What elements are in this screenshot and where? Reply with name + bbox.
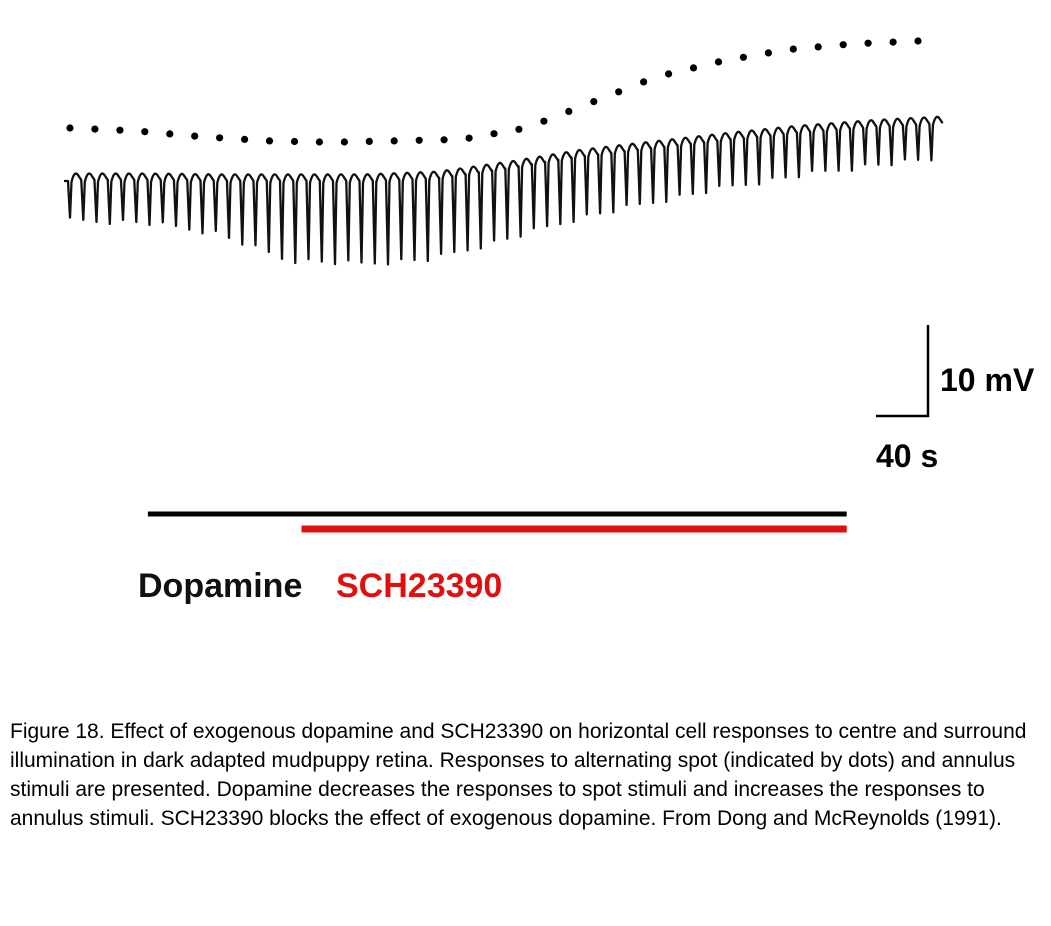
spot-dot (790, 46, 797, 53)
dopamine-label: Dopamine (138, 567, 303, 605)
spot-dot (241, 136, 248, 143)
spot-dot (765, 49, 772, 56)
spot-dot (615, 88, 622, 95)
spot-dot (291, 138, 298, 145)
scale-bar-time-label: 40 s (876, 438, 939, 474)
spot-dot (640, 78, 647, 85)
spot-dot (266, 137, 273, 144)
spot-dot (540, 118, 547, 125)
spot-dot (141, 128, 148, 135)
spot-dot (391, 137, 398, 144)
spot-dot (116, 127, 123, 134)
spot-dot (590, 98, 597, 105)
spot-dot (166, 130, 173, 137)
spot-dot (565, 108, 572, 115)
spot-dot (490, 130, 497, 137)
figure-caption: Figure 18. Effect of exogenous dopamine and SCH23390 on horizontal cell responses to centre and surround illumination in dark adapted mudpuppy retina. Responses to alternating spot (indicated by dots) and annulus stimuli are presented. Dopamine decreases the responses to spot stimuli and increases the responses to annulus stimuli. SCH23390 blocks the effect of exogenous dopamine. From Dong and McReynolds (1991). (10, 720, 1027, 830)
spot-dot (91, 126, 98, 133)
spot-dot (865, 40, 872, 47)
spot-dot (715, 58, 722, 65)
spot-dot (441, 136, 448, 143)
spot-dot (366, 138, 373, 145)
spot-dot (515, 126, 522, 133)
spot-dot (316, 138, 323, 145)
spot-dot (914, 37, 921, 44)
spot-dot (665, 70, 672, 77)
drug-application-bars (138, 514, 847, 605)
spot-dot (416, 137, 423, 144)
spot-dot (466, 135, 473, 142)
spot-dot (191, 133, 198, 140)
spot-dot (216, 134, 223, 141)
spot-dot (815, 43, 822, 50)
sch23390-label: SCH23390 (336, 567, 503, 605)
spot-dot (740, 54, 747, 61)
spot-dot (690, 64, 697, 71)
spot-dot (66, 124, 73, 131)
spot-dot (890, 39, 897, 46)
scale-bar-voltage-label: 10 mV (940, 362, 1035, 398)
spot-dot (341, 138, 348, 145)
scale-bar (876, 325, 1035, 474)
spot-dot (840, 41, 847, 48)
